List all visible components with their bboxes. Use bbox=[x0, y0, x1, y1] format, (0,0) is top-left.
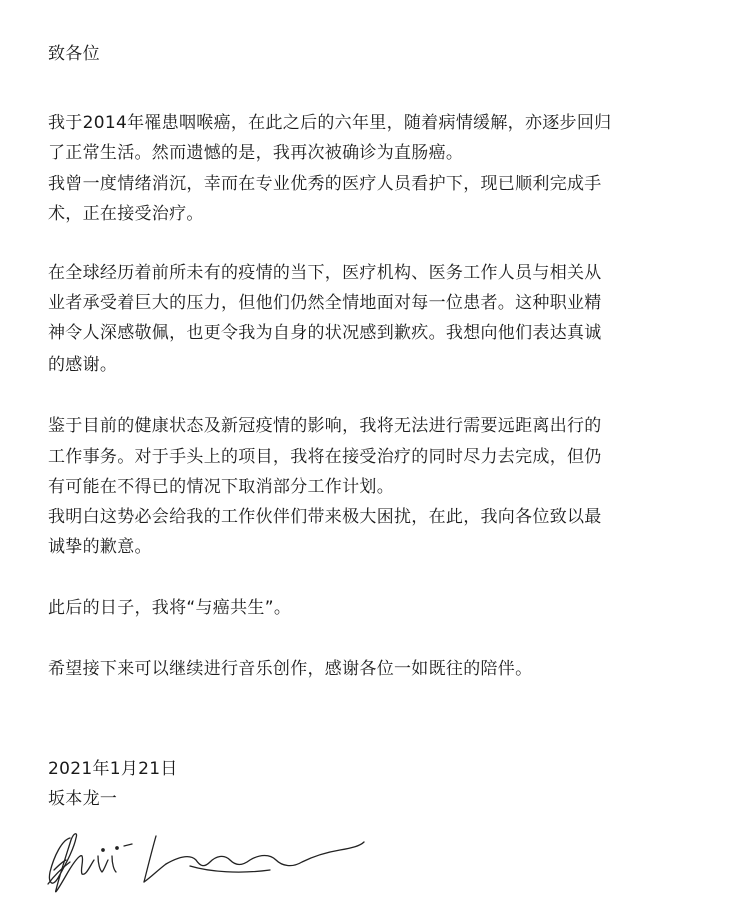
paragraph-line: 鉴于目前的健康状态及新冠疫情的影响，我将无法进行需要远距离出行的 bbox=[48, 416, 602, 436]
paragraph-line: 业者承受着巨大的压力，但他们仍然全情地面对每一位患者。这种职业精 bbox=[48, 293, 602, 313]
paragraph-line: 神令人深感敬佩，也更令我为自身的状况感到歉疚。我想向他们表达真诚 bbox=[48, 323, 602, 343]
paragraph-line: 诚挚的歉意。 bbox=[48, 537, 152, 557]
paragraph-line: 有可能在不得已的情况下取消部分工作计划。 bbox=[48, 477, 394, 497]
paragraph-line: 的感谢。 bbox=[48, 355, 118, 375]
paragraph-line: 在全球经历着前所未有的疫情的当下，医疗机构、医务工作人员与相关从 bbox=[48, 263, 602, 283]
paragraph-line: 工作事务。对于手头上的项目，我将在接受治疗的同时尽力去完成，但仍 bbox=[48, 447, 602, 467]
paragraph-line: 我曾一度情绪消沉，幸而在专业优秀的医疗人员看护下，现已顺利完成手 bbox=[48, 174, 602, 194]
letter-date: 2021年1月21日 bbox=[48, 759, 178, 779]
paragraph-line: 我明白这势必会给我的工作伙伴们带来极大困扰，在此，我向各位致以最 bbox=[48, 507, 602, 527]
salutation: 致各位 bbox=[48, 44, 100, 64]
handwritten-signature bbox=[40, 826, 370, 896]
letter-author: 坂本龙一 bbox=[48, 789, 118, 809]
paragraph-line: 术，正在接受治疗。 bbox=[48, 204, 204, 224]
paragraph-line: 我于2014年罹患咽喉癌，在此之后的六年里，随着病情缓解，亦逐步回归 bbox=[48, 113, 612, 133]
paragraph-6: 此后的日子，我将“与癌共生”。 bbox=[48, 598, 292, 618]
paragraph-7: 希望接下来可以继续进行音乐创作，感谢各位一如既往的陪伴。 bbox=[48, 659, 533, 679]
paragraph-line: 了正常生活。然而遗憾的是，我再次被确诊为直肠癌。 bbox=[48, 143, 464, 163]
